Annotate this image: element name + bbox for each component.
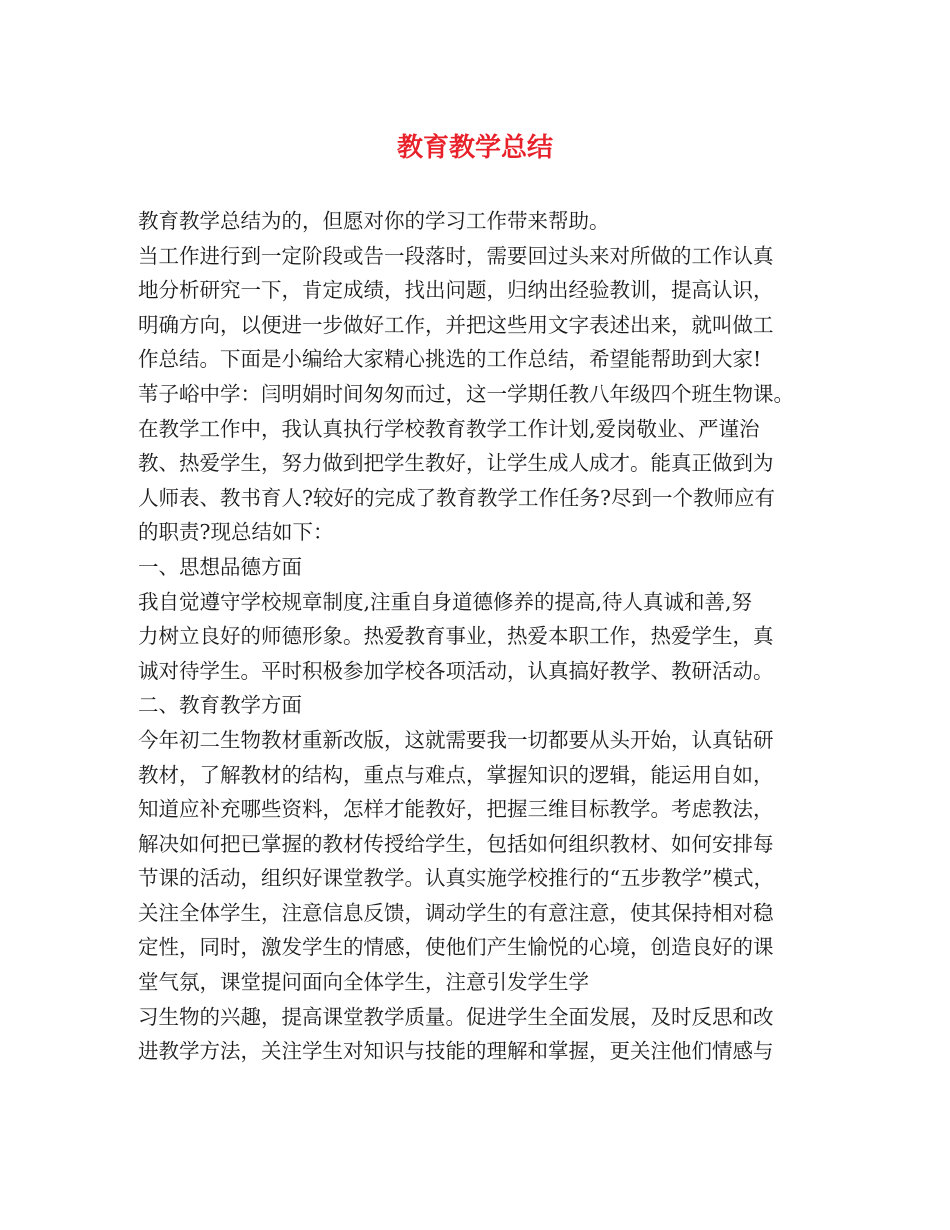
text-line: 明确方向，以便进一步做好工作，并把这些用文字表述出来，就叫做工 <box>138 312 774 337</box>
text-line: 习生物的兴趣，提高课堂教学质量。促进学生全面发展，及时反思和改 <box>138 1004 774 1029</box>
document-body <box>138 204 828 1069</box>
text-line: 的职责?现总结如下： <box>138 520 334 545</box>
text-line: 地分析研究一下，肯定成绩，找出问题，归纳出经验教训，提高认识， <box>138 278 774 303</box>
text-line: 力树立良好的师德形象。热爱教育事业，热爱本职工作，热爱学生，真 <box>138 624 774 649</box>
text-line: 教、热爱学生，努力做到把学生教好，让学生成人成才。能真正做到为 <box>138 451 774 476</box>
text-line: 教材，了解教材的结构，重点与难点，掌握知识的逻辑，能运用自如， <box>138 762 774 787</box>
text-line: 节课的活动，组织好课堂教学。认真实施学校推行的“五步教学”模式， <box>138 866 774 891</box>
text-line: 人师表、教书育人?较好的完成了教育教学工作任务?尽到一个教师应有 <box>138 485 775 510</box>
text-line: 教育教学总结为的，但愿对你的学习工作带来帮助。 <box>138 209 610 233</box>
text-line: 定性，同时，激发学生的情感，使他们产生愉悦的心境，创造良好的课 <box>138 935 774 960</box>
text-line: 堂气氛，课堂提问面向全体学生，注意引发学生学 <box>138 970 589 995</box>
section-heading: 二、教育教学方面 <box>138 693 302 718</box>
text-line: 我自觉遵守学校规章制度,注重自身道德修养的提高,待人真诚和善,努 <box>138 589 753 614</box>
text-line: 在教学工作中，我认真执行学校教育教学工作计划,爱岗敬业、严谨治 <box>138 416 760 441</box>
section-heading: 一、思想品德方面 <box>138 554 302 579</box>
text-line: 知道应补充哪些资料，怎样才能教好，把握三维目标教学。考虑教法， <box>138 797 774 822</box>
text-line: 当工作进行到一定阶段或告一段落时，需要回过头来对所做的工作认真 <box>138 243 774 268</box>
text-line: 关注全体学生，注意信息反馈，调动学生的有意注意，使其保持相对稳 <box>138 900 774 925</box>
text-line: 解决如何把已掌握的教材传授给学生，包括如何组织教材、如何安排每 <box>138 831 774 856</box>
document-title: 教育教学总结 <box>396 133 553 163</box>
text-line: 进教学方法，关注学生对知识与技能的理解和掌握，更关注他们情感与 <box>138 1039 774 1064</box>
text-line: 苇子峪中学：闫明娟时间匆匆而过，这一学期任教八年级四个班生物课。 <box>138 381 794 406</box>
text-line: 作总结。下面是小编给大家精心挑选的工作总结，希望能帮助到大家! <box>138 347 762 372</box>
text-line: 诚对待学生。平时积极参加学校各项活动，认真搞好教学、教研活动。 <box>138 658 774 683</box>
text-line: 今年初二生物教材重新改版，这就需要我一切都要从头开始，认真钻研 <box>138 727 774 752</box>
